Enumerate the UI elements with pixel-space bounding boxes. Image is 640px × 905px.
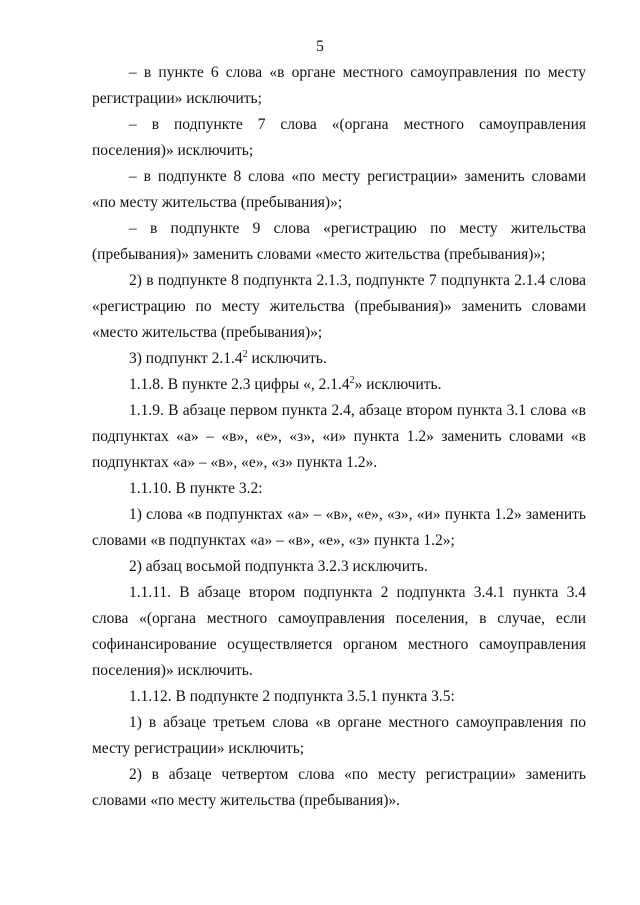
paragraph-15: 2) в абзаце четвертом слова «по месту регистрации» заменить словами «по месту жительства (пребывания)». (92, 766, 586, 809)
paragraph-14: 1) в абзаце третьем слова «в органе местного самоуправления по месту регистрации» исключить; (92, 714, 586, 757)
paragraph-1: – в пункте 6 слова «в органе местного самоуправления по месту регистрации» исключить; (92, 64, 586, 107)
paragraph-2: – в подпункте 7 слова «(органа местного самоуправления поселения)» исключить; (92, 116, 586, 159)
page-number: 5 (316, 38, 324, 55)
superscript: 2 (242, 349, 248, 360)
paragraph-5: 2) в подпункте 8 подпункта 2.1.3, подпункте 7 подпункта 2.1.4 слова «регистрацию по месту жительства (пребывания)» заменить словами «место жительства (пребывания)»; (92, 272, 586, 341)
paragraph-12: 1.1.11. В абзаце втором подпункта 2 подпункта 3.4.1 пункта 3.4 слова «(органа местного самоуправления поселения, в случае, если софинансирование осуществляется органом местного самоуправления поселения)» исключить. (92, 584, 586, 679)
paragraph-6-tail: исключить. (247, 350, 327, 367)
paragraph-7-text: 1.1.8. В пункте 2.3 цифры «, 2.1.4 (129, 376, 350, 393)
document-body (92, 60, 586, 814)
paragraph-6 (92, 346, 586, 372)
paragraph-3: – в подпункте 8 слова «по месту регистрации» заменить словами «по месту жительства (пребывания)»; (92, 168, 586, 211)
paragraph-9: 1.1.10. В пункте 3.2: (129, 480, 263, 497)
paragraph-11: 2) абзац восьмой подпункта 3.2.3 исключить. (129, 558, 428, 575)
paragraph-10: 1) слова «в подпунктах «а» – «в», «е», «з», «и» пункта 1.2» заменить словами «в подпунктах «а» – «в», «е», «з» пункта 1.2»; (92, 506, 586, 549)
paragraph-6-text: 3) подпункт 2.1.4 (129, 350, 243, 367)
paragraph-4: – в подпункте 9 слова «регистрацию по месту жительства (пребывания)» заменить словами «место жительства (пребывания)»; (92, 220, 586, 263)
superscript: 2 (349, 375, 355, 386)
paragraph-7 (92, 372, 586, 398)
paragraph-8: 1.1.9. В абзаце первом пункта 2.4, абзаце втором пункта 3.1 слова «в подпунктах «а» – «в», «е», «з», «и» пункта 1.2» заменить словами «в подпунктах «а» – «в», «е», «з» пункта 1.2». (92, 402, 586, 471)
paragraph-7-tail: » исключить. (354, 376, 442, 393)
paragraph-13: 1.1.12. В подпункте 2 подпункта 3.5.1 пункта 3.5: (129, 688, 455, 705)
